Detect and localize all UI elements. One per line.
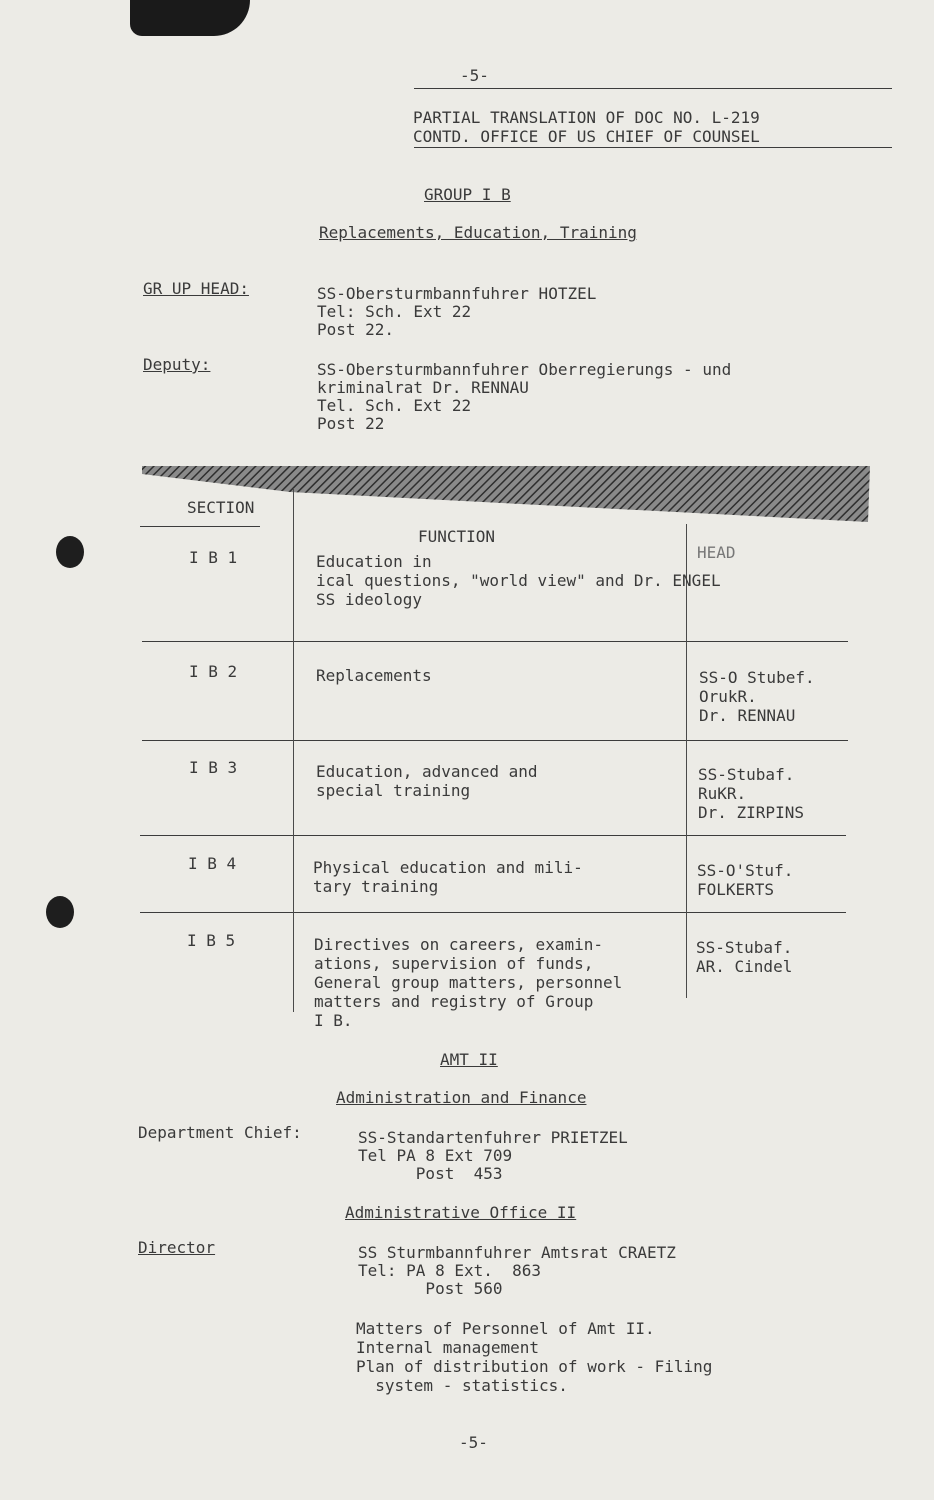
group-subtitle: Replacements, Education, Training [319, 223, 637, 242]
row-rule-0 [140, 526, 260, 527]
row-4-function: Physical education and mili- tary training [313, 858, 583, 896]
director-line-2: Tel: PA 8 Ext. 863 [358, 1261, 542, 1280]
translation-line-1: PARTIAL TRANSLATION OF DOC NO. L-219 [413, 108, 760, 127]
amt-subtitle: Administration and Finance [336, 1088, 587, 1107]
chief-line-2: Tel PA 8 Ext 709 [358, 1146, 513, 1165]
row-2-head: SS-O Stubef. OrukR. Dr. RENNAU [699, 668, 815, 725]
chief-line-1: SS-Standartenfuhrer PRIETZEL [358, 1128, 628, 1147]
office-title: Administrative Office II [345, 1203, 577, 1222]
row-5-function: Directives on careers, examin- ations, supervision of funds, General group matters, personnel matters and registry of Group I B. [314, 935, 623, 1030]
translation-line-2: CONTD. OFFICE OF US CHIEF OF COUNSEL [413, 127, 760, 146]
header-rule-top [414, 88, 892, 89]
row-1-function: Education in ical questions, "world view" and Dr. ENGEL SS ideology [316, 552, 721, 609]
deputy-line-1: SS-Obersturmbannfuhrer Oberregierungs - und [317, 360, 732, 379]
duties-line-1: Matters of Personnel of Amt II. [356, 1319, 655, 1338]
row-2-section: I B 2 [189, 662, 238, 681]
col-header-section: SECTION [187, 498, 255, 517]
row-3-function: Education, advanced and special training [316, 762, 538, 800]
amt-title: AMT II [440, 1050, 498, 1069]
chief-line-3: Post 453 [358, 1164, 503, 1183]
row-rule-3 [140, 835, 846, 836]
row-5-section: I B 5 [187, 931, 236, 950]
duties-line-4: system - statistics. [356, 1376, 568, 1395]
group-title: GROUP I B [424, 185, 511, 204]
row-rule-2 [142, 740, 848, 741]
col-rule-1 [293, 488, 294, 1012]
group-head-label: GR UP HEAD: [143, 279, 249, 298]
col-header-head: HEAD [697, 543, 736, 562]
row-4-head: SS-O'Stuf. FOLKERTS [697, 861, 794, 899]
punch-hole-top [56, 536, 84, 568]
director-label: Director [138, 1238, 216, 1257]
page-number-bottom: -5- [459, 1433, 488, 1452]
director-line-3: Post 560 [358, 1279, 503, 1298]
header-rule-bottom [414, 147, 892, 148]
row-rule-1 [142, 641, 848, 642]
deputy-line-2: kriminalrat Dr. RENNAU [317, 378, 529, 397]
punch-hole-bottom [46, 896, 74, 928]
duties-line-3: Plan of distribution of work - Filing [356, 1357, 713, 1376]
chief-label: Department Chief: [138, 1123, 302, 1142]
page-number-top: -5- [460, 66, 489, 85]
duties-line-2: Internal management [356, 1338, 540, 1357]
row-1-section: I B 1 [189, 548, 238, 567]
row-3-head: SS-Stubaf. RuKR. Dr. ZIRPINS [698, 765, 804, 822]
row-rule-4 [140, 912, 846, 913]
group-head-line-3: Post 22. [317, 320, 395, 339]
col-header-function: FUNCTION [418, 527, 496, 546]
group-head-line-1: SS-Obersturmbannfuhrer HOTZEL [317, 284, 597, 303]
deputy-line-4: Post 22 [317, 414, 385, 433]
group-head-line-2: Tel: Sch. Ext 22 [317, 302, 472, 321]
row-2-function: Replacements [316, 666, 432, 685]
row-5-head: SS-Stubaf. AR. Cindel [696, 938, 793, 976]
row-4-section: I B 4 [188, 854, 237, 873]
deputy-label: Deputy: [143, 355, 211, 374]
row-3-section: I B 3 [189, 758, 238, 777]
deputy-line-3: Tel. Sch. Ext 22 [317, 396, 472, 415]
director-line-1: SS Sturmbannfuhrer Amtsrat CRAETZ [358, 1243, 676, 1262]
corner-smudge [130, 0, 250, 36]
